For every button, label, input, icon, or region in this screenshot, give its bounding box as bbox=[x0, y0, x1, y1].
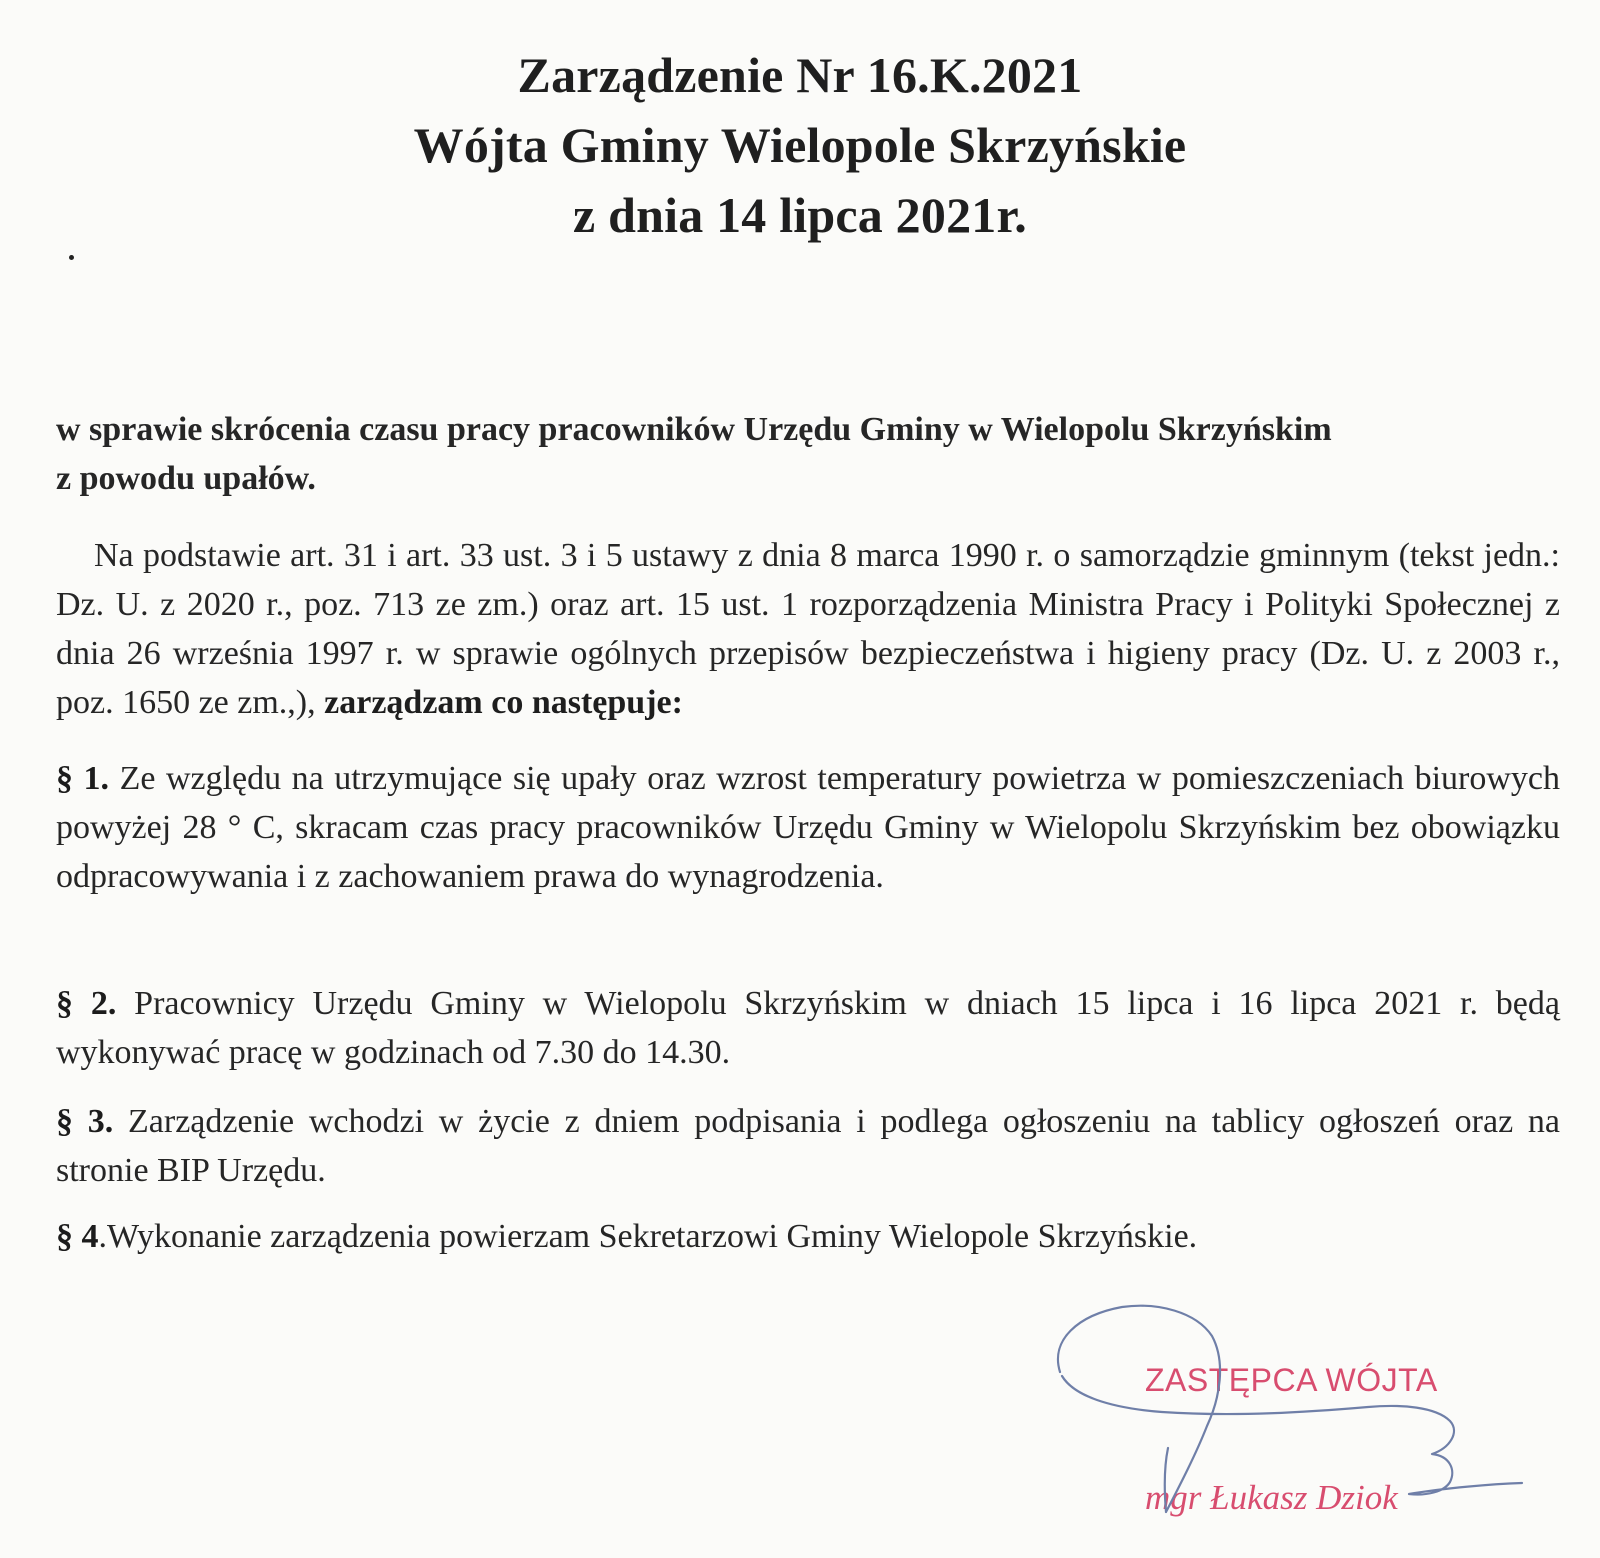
header-date: z dnia 14 lipca 2021r. bbox=[573, 187, 1027, 243]
scan-speck bbox=[69, 255, 74, 260]
legal-basis-text: Na podstawie art. 31 i art. 33 ust. 3 i 5 ustawy z dnia 8 marca 1990 r. o samorządzie gminnym (tekst jedn.: Dz. U. z 2020 r., poz. 713 ze zm.) oraz art. 15 ust. 1 rozporządzenia Ministra Pracy i Polityki Społecznej z dnia 26 września 1997 r. w sprawie ogólnych przepisów bezpieczeństwa i higieny pracy (Dz. U. z 2003 r., poz. 1650 ze zm.,), bbox=[56, 537, 1560, 721]
paragraph-2-label: § 2. bbox=[56, 985, 117, 1022]
paragraph-2 bbox=[56, 979, 1560, 1077]
paragraph-4 bbox=[56, 1212, 1560, 1261]
paragraph-4-label: § 4 bbox=[56, 1218, 99, 1255]
legal-basis-decision: zarządzam co następuje: bbox=[324, 684, 683, 721]
stamp-title: ZASTĘPCA WÓJTA bbox=[1145, 1362, 1438, 1398]
subject-line-1: w sprawie skrócenia czasu pracy pracowników Urzędu Gminy w Wielopolu Skrzyńskim bbox=[56, 411, 1332, 448]
document-header bbox=[0, 40, 1600, 250]
paragraph-3 bbox=[56, 1097, 1560, 1195]
paragraph-3-label: § 3. bbox=[56, 1103, 114, 1140]
header-authority: Wójta Gminy Wielopole Skrzyńskie bbox=[413, 117, 1187, 173]
stamp-name: mgr Łukasz Dziok bbox=[1145, 1478, 1398, 1517]
paragraph-3-text: Zarządzenie wchodzi w życie z dniem podpisania i podlega ogłoszeniu na tablicy ogłoszeń oraz na stronie BIP Urzędu. bbox=[56, 1103, 1561, 1189]
paragraph-2-text: Pracownicy Urzędu Gminy w Wielopolu Skrzyńskim w dniach 15 lipca i 16 lipca 2021 r. będą wykonywać pracę w godzinach od 7.30 do 14.30. bbox=[56, 985, 1560, 1071]
legal-basis bbox=[56, 531, 1560, 727]
paragraph-1-text: Ze względu na utrzymujące się upały oraz wzrost temperatury powietrza w pomieszczeniach biurowych powyżej 28 ° C, skracam czas pracy pracowników Urzędu Gminy w Wielopolu Skrzyńskim bez obowiązku odpracowywania i z zachowaniem prawa do wynagrodzenia. bbox=[56, 760, 1560, 895]
subject-line-2: z powodu upałów. bbox=[56, 460, 316, 497]
paragraph-4-text: .Wykonanie zarządzenia powierzam Sekretarzowi Gminy Wielopole Skrzyńskie. bbox=[98, 1218, 1198, 1255]
header-title: Zarządzenie Nr 16.K.2021 bbox=[517, 47, 1083, 103]
paragraph-1 bbox=[56, 754, 1560, 901]
subject-block bbox=[56, 405, 1560, 503]
paragraph-1-label: § 1. bbox=[56, 760, 110, 797]
